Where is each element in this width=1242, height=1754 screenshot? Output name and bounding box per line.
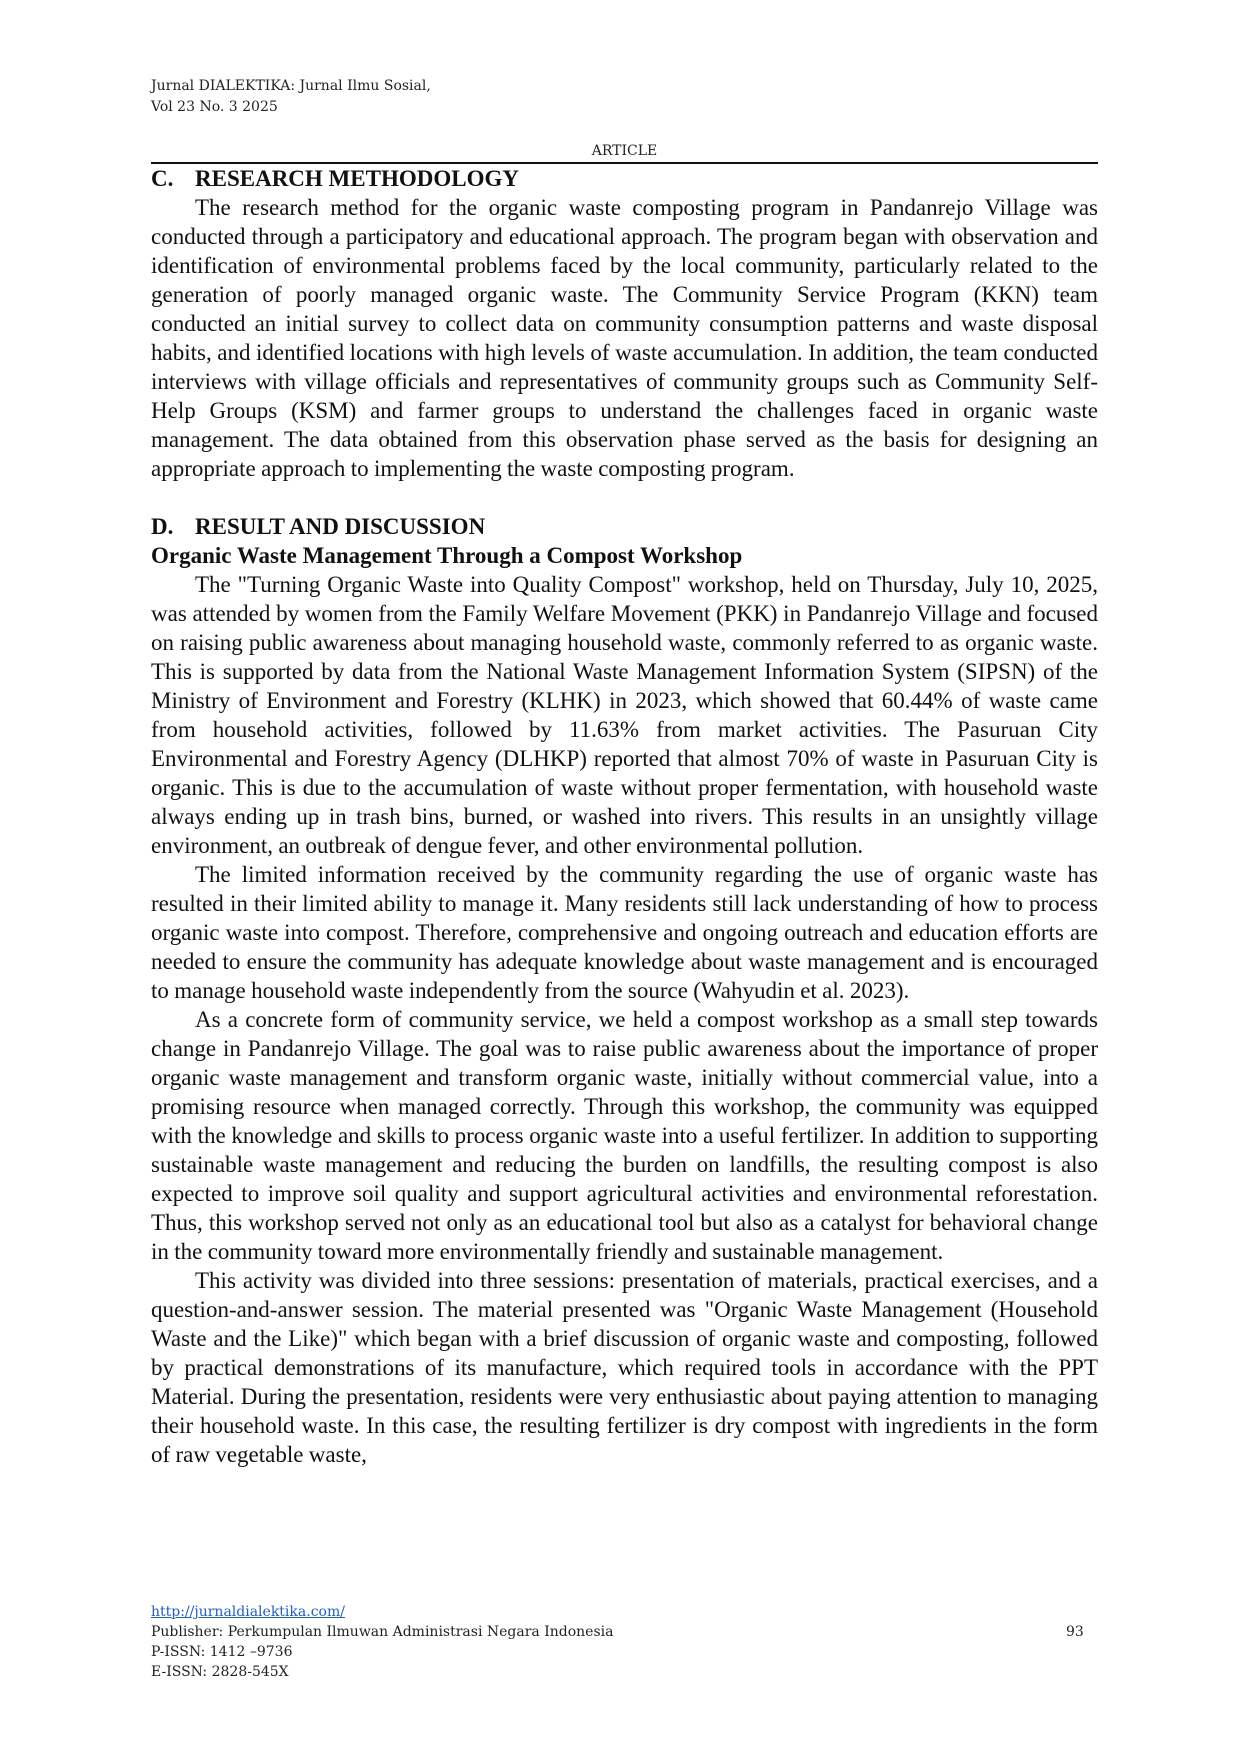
article-body (151, 164, 1098, 1469)
section-d-paragraph: The limited information received by the community regarding the use of organic waste has resulted in their limited ability to manage it. Many residents still lack understanding of how to process organic waste into compost. Therefore, comprehensive and ongoing outreach and education efforts are needed to ensure the community has adequate knowledge about waste management and is encouraged to manage household waste independently from the source (Wahyudin et al. 2023). (151, 862, 1098, 1003)
section-c-number: C. (151, 166, 174, 191)
journal-url-link[interactable]: http://jurnaldialektika.com/ (151, 1604, 345, 1620)
journal-volume: Vol 23 No. 3 2025 (151, 99, 278, 115)
section-d-number: D. (151, 514, 174, 539)
journal-header (151, 76, 431, 118)
publisher-text: Publisher: Perkumpulan Ilmuwan Administrasi Negara Indonesia (151, 1624, 614, 1640)
section-c-heading (151, 164, 1098, 193)
section-d-paragraph: The "Turning Organic Waste into Quality Compost" workshop, held on Thursday, July 10, 2025, was attended by women from the Family Welfare Movement (PKK) in Pandanrejo Village and focused on raising public awareness about managing household waste, commonly referred to as organic waste. This is supported by data from the National Waste Management Information System (SIPSN) of the Ministry of Environment and Forestry (KLHK) in 2023, which showed that 60.44% of waste came from household activities, followed by 11.63% from market activities. The Pasuruan City Environmental and Forestry Agency (DLHKP) reported that almost 70% of waste in Pasuruan City is organic. This is due to the accumulation of waste without proper fermentation, with household waste always ending up in trash bins, burned, or washed into rivers. This results in an unsightly village environment, an outbreak of dengue fever, and other environmental pollution. (151, 572, 1098, 858)
journal-title: Jurnal DIALEKTIKA: Jurnal Ilmu Sosial, (151, 78, 431, 94)
section-c-title: RESEARCH METHODOLOGY (195, 166, 519, 191)
section-c-paragraph: The research method for the organic waste composting program in Pandanrejo Village was conducted through a participatory and educational approach. The program began with observation and identification of environmental problems faced by the local community, particularly related to the generation of poorly managed organic waste. The Community Service Program (KKN) team conducted an initial survey to collect data on community consumption patterns and waste disposal habits, and identified locations with high levels of waste accumulation. In addition, the team conducted interviews with village officials and representatives of community groups such as Community Self-Help Groups (KSM) and farmer groups to understand the challenges faced in organic waste management. The data obtained from this observation phase served as the basis for designing an appropriate approach to implementing the waste composting program. (151, 195, 1098, 481)
page-footer (151, 1602, 613, 1682)
section-d-paragraph: As a concrete form of community service, we held a compost workshop as a small step towards change in Pandanrejo Village. The goal was to raise public awareness about the importance of proper organic waste management and transform organic waste, initially without commercial value, into a promising resource when managed correctly. Through this workshop, the community was equipped with the knowledge and skills to process organic waste into a useful fertilizer. In addition to supporting sustainable waste management and reducing the burden on landfills, the resulting compost is also expected to improve soil quality and support agricultural activities and environmental reforestation. Thus, this workshop served not only as an educational tool but also as a catalyst for behavioral change in the community toward more environmentally friendly and sustainable management. (151, 1007, 1098, 1264)
e-issn-text: E-ISSN: 2828-545X (151, 1664, 289, 1680)
subsection-heading: Organic Waste Management Through a Compost Workshop (151, 543, 743, 568)
article-label: ARTICLE (591, 143, 658, 159)
section-d-paragraph: This activity was divided into three sessions: presentation of materials, practical exercises, and a question-and-answer session. The material presented was "Organic Waste Management (Household Waste and the Like)" which began with a brief discussion of organic waste and composting, followed by practical demonstrations of its manufacture, which required tools in accordance with the PPT Material. During the presentation, residents were very enthusiastic about paying attention to managing their household waste. In this case, the resulting fertilizer is dry compost with ingredients in the form of raw vegetable waste, (151, 1268, 1098, 1467)
p-issn-text: P-ISSN: 1412 –9736 (151, 1644, 293, 1660)
section-d-title: RESULT AND DISCUSSION (195, 514, 486, 539)
page-number: 93 (1066, 1624, 1084, 1640)
section-spacer (151, 483, 1098, 512)
section-d-heading (151, 512, 1098, 541)
